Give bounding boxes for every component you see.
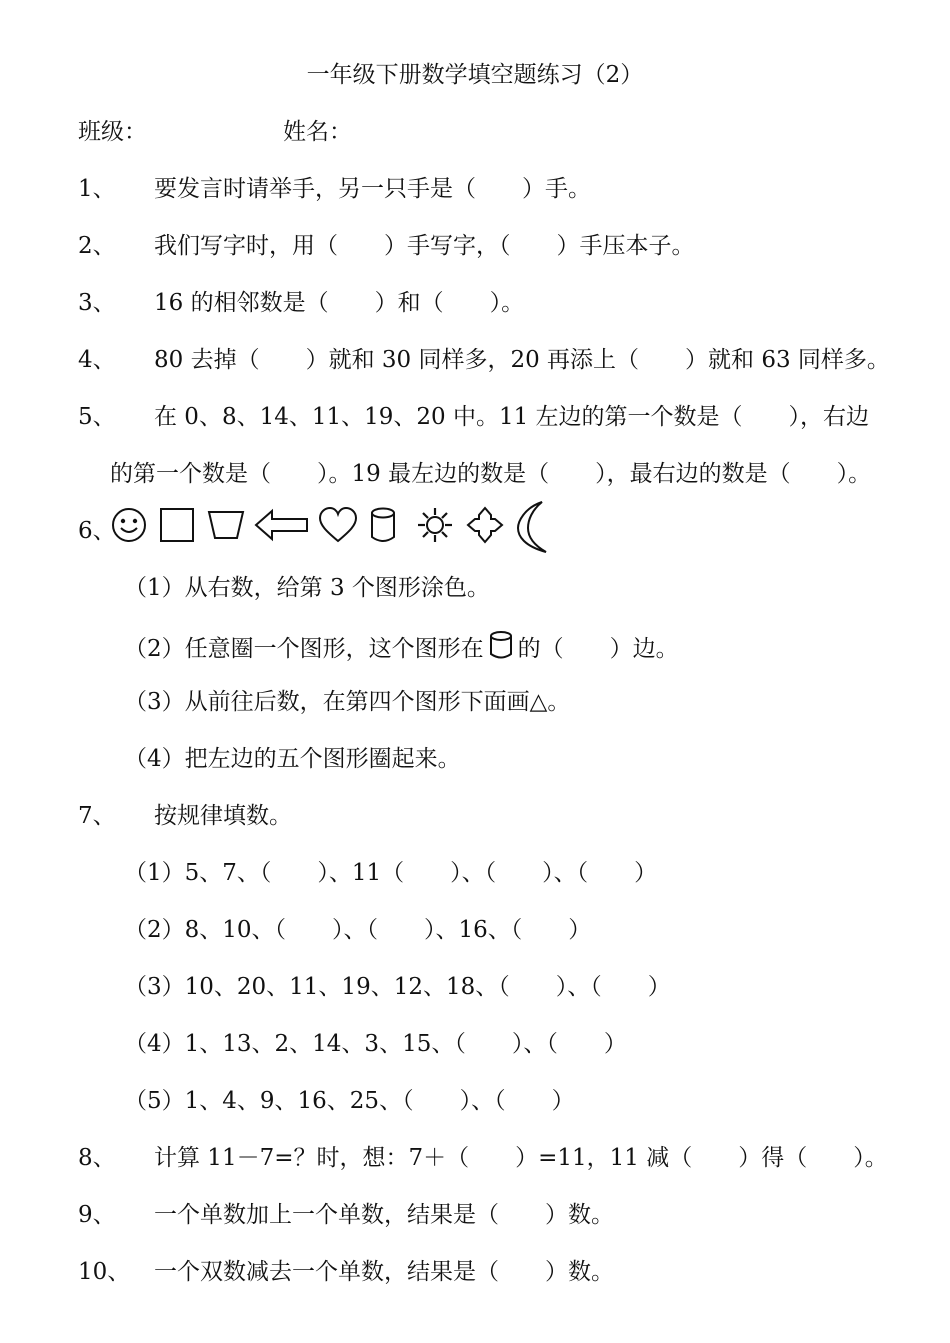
- question-text: 在 0、8、14、11、19、20 中。11 左边的第一个数是（ ），右边: [154, 404, 870, 430]
- trapezoid-icon: [206, 508, 246, 542]
- cylinder-icon: [488, 630, 514, 660]
- sun-icon: [416, 506, 454, 544]
- question-text: 一个双数减去一个单数，结果是（ ）数。: [154, 1259, 614, 1285]
- question-number: 4、: [78, 347, 116, 373]
- question-number: 1、: [78, 176, 116, 202]
- question-number: 6、: [78, 518, 116, 544]
- name-label: 姓名：: [283, 119, 352, 145]
- question-text: 我们写字时，用（ ）手写字，（ ）手压本子。: [154, 233, 695, 259]
- question-text-continued: 的第一个数是（ ）。19 最左边的数是（ ），最右边的数是（ ）。: [110, 461, 872, 487]
- question-number: 3、: [78, 290, 116, 316]
- sub-question-suffix: 的（ ）边。: [517, 636, 679, 662]
- sequence-item: （2）8、10、（ ）、（ ）、16、（ ）: [124, 917, 592, 943]
- question-text: 要发言时请举手，另一只手是（ ）手。: [154, 176, 591, 202]
- sub-question-text: （3）从前往后数，在第四个图形下面画△。: [124, 689, 571, 715]
- class-label: 班级：: [78, 119, 147, 145]
- heart-icon: [318, 506, 358, 544]
- sub-question-text: （4）把左边的五个图形圈起来。: [124, 746, 461, 772]
- question-text: 按规律填数。: [154, 803, 292, 829]
- question-text: 16 的相邻数是（ ）和（ ）。: [154, 290, 525, 316]
- question-number: 8、: [78, 1145, 116, 1171]
- question-number: 10、: [78, 1259, 131, 1285]
- question-number: 7、: [78, 803, 116, 829]
- sequence-item: （5）1、4、9、16、25、（ ）、（ ）: [124, 1088, 575, 1114]
- question-text: 计算 11－7=？时，想：7＋（ ）=11，11 减（ ）得（ ）。: [154, 1145, 888, 1171]
- sequence-item: （3）10、20、11、19、12、18、（ ）、（ ）: [124, 974, 671, 1000]
- left-arrow-icon: [254, 508, 310, 542]
- cross-star-icon: [466, 506, 504, 544]
- cylinder-icon: [368, 506, 398, 544]
- crescent-moon-icon: [512, 500, 552, 554]
- shape-row: [110, 500, 570, 556]
- sub-question-text: [124, 630, 679, 660]
- sequence-item: （1）5、7、（ ）、11（ ）、（ ）、（ ）: [124, 860, 658, 886]
- sub-question-prefix: （2）任意圈一个图形，这个图形在: [124, 636, 484, 662]
- question-text: 80 去掉（ ）就和 30 同样多，20 再添上（ ）就和 63 同样多。: [154, 347, 890, 373]
- sub-question-text: （1）从右数，给第 3 个图形涂色。: [124, 575, 490, 601]
- smiley-face-icon: [110, 506, 148, 544]
- sequence-item: （4）1、13、2、14、3、15、（ ）、（ ）: [124, 1031, 627, 1057]
- question-text: 一个单数加上一个单数，结果是（ ）数。: [154, 1202, 614, 1228]
- question-number: 2、: [78, 233, 116, 259]
- page-title: 一年级下册数学填空题练习（2）: [306, 62, 644, 88]
- question-number: 9、: [78, 1202, 116, 1228]
- question-number: 5、: [78, 404, 116, 430]
- square-icon: [158, 506, 196, 544]
